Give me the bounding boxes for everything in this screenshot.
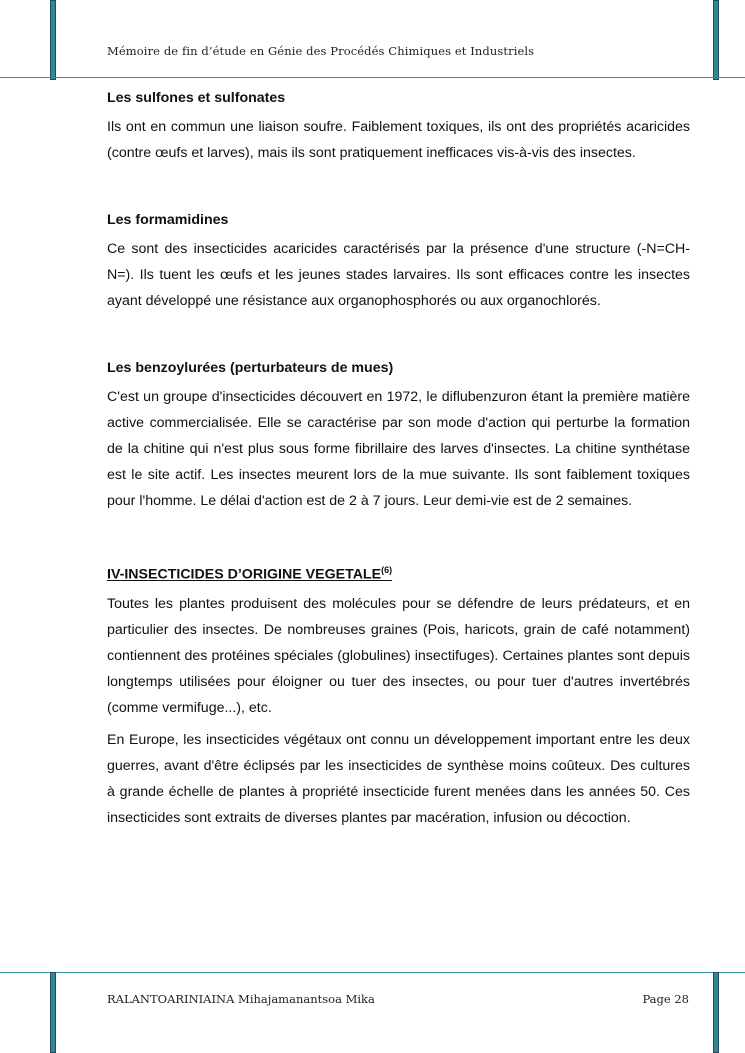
paragraph-vegetale-1: Toutes les plantes produisent des molécules pour se défendre de leurs prédateurs, et en particulier des insectes. De nombreuses graines (Pois, haricots, grain de café notamment) contiennent des protéines spéciales (globulines) insectifuges). Certaines plantes sont depuis longtemps utilisées pour éloigner ou tuer des insectes, ou pour tuer d'autres invertébrés (comme vermifuge...), etc. xyxy=(107,595,690,716)
header-right-bar xyxy=(713,0,719,80)
section-title-sulfones: Les sulfones et sulfonates xyxy=(107,90,286,106)
paragraph-formamidines: Ce sont des insecticides acaricides caractérisés par la présence d'une structure (-N=CH-N=). Ils tuent les œufs et les jeunes stades larvaires. Ils sont efficaces contre les insectes ayant développé une résistance aux organophosphorés ou aux organochlorés. xyxy=(107,241,690,309)
footer-right-bar xyxy=(713,972,719,1053)
spacer xyxy=(107,172,690,210)
paragraph-benzoylurees: C'est un groupe d'insecticides découvert en 1972, le diflubenzuron étant la première matière active commercialisée. Elle se caractérise par son mode d'action qui perturbe la formation de la chitine qui n'est plus sous forme fibrillaire des larves d'insectes. La chitine synthétase est le site actif. Les insectes meurent lors de la mue suivante. Ils sont faiblement toxiques pour l'homme. Le délai d'action est de 2 à 7 jours. Leur demi-vie est de 2 semaines. xyxy=(107,389,690,509)
footer-left-bar xyxy=(50,972,56,1053)
header-left-bar xyxy=(50,0,56,80)
reference-superscript: (6) xyxy=(381,565,393,575)
footer-rule xyxy=(0,972,745,973)
section-title-benzoylurees: Les benzoylurées (perturbateurs de mues) xyxy=(107,360,394,376)
paragraph-vegetale-2: En Europe, les insecticides végétaux ont connu un développement important entre les deux guerres, avant d'être éclipsés par les insecticides de synthèse moins coûteux. Des cultures à grande échelle de plantes à propriété insecticide furent menées dans les années 50. Ces insecticides sont extraits de diverses plantes par macération, infusion ou décoction. xyxy=(107,731,690,826)
section-title-vegetale-text: IV-INSECTICIDES D’ORIGINE VEGETALE xyxy=(107,566,382,583)
main-content xyxy=(107,88,690,837)
footer-author: RALANTOARINIAINA Mihajamanantsoa Mika xyxy=(107,992,375,1006)
section-title-vegetale xyxy=(107,560,690,585)
header-title: Mémoire de fin d’étude en Génie des Procédés Chimiques et Industriels xyxy=(107,44,535,58)
spacer xyxy=(107,320,690,358)
paragraph-sulfones: Ils ont en commun une liaison soufre. Faiblement toxiques, ils ont des propriétés acaricides (contre œufs et larves), mais ils sont pratiquement inefficaces vis-à-vis des insectes. xyxy=(107,119,690,161)
header-rule xyxy=(0,77,745,78)
spacer xyxy=(107,520,690,560)
section-title-formamidines: Les formamidines xyxy=(107,212,229,228)
page-number: Page 28 xyxy=(642,992,689,1006)
